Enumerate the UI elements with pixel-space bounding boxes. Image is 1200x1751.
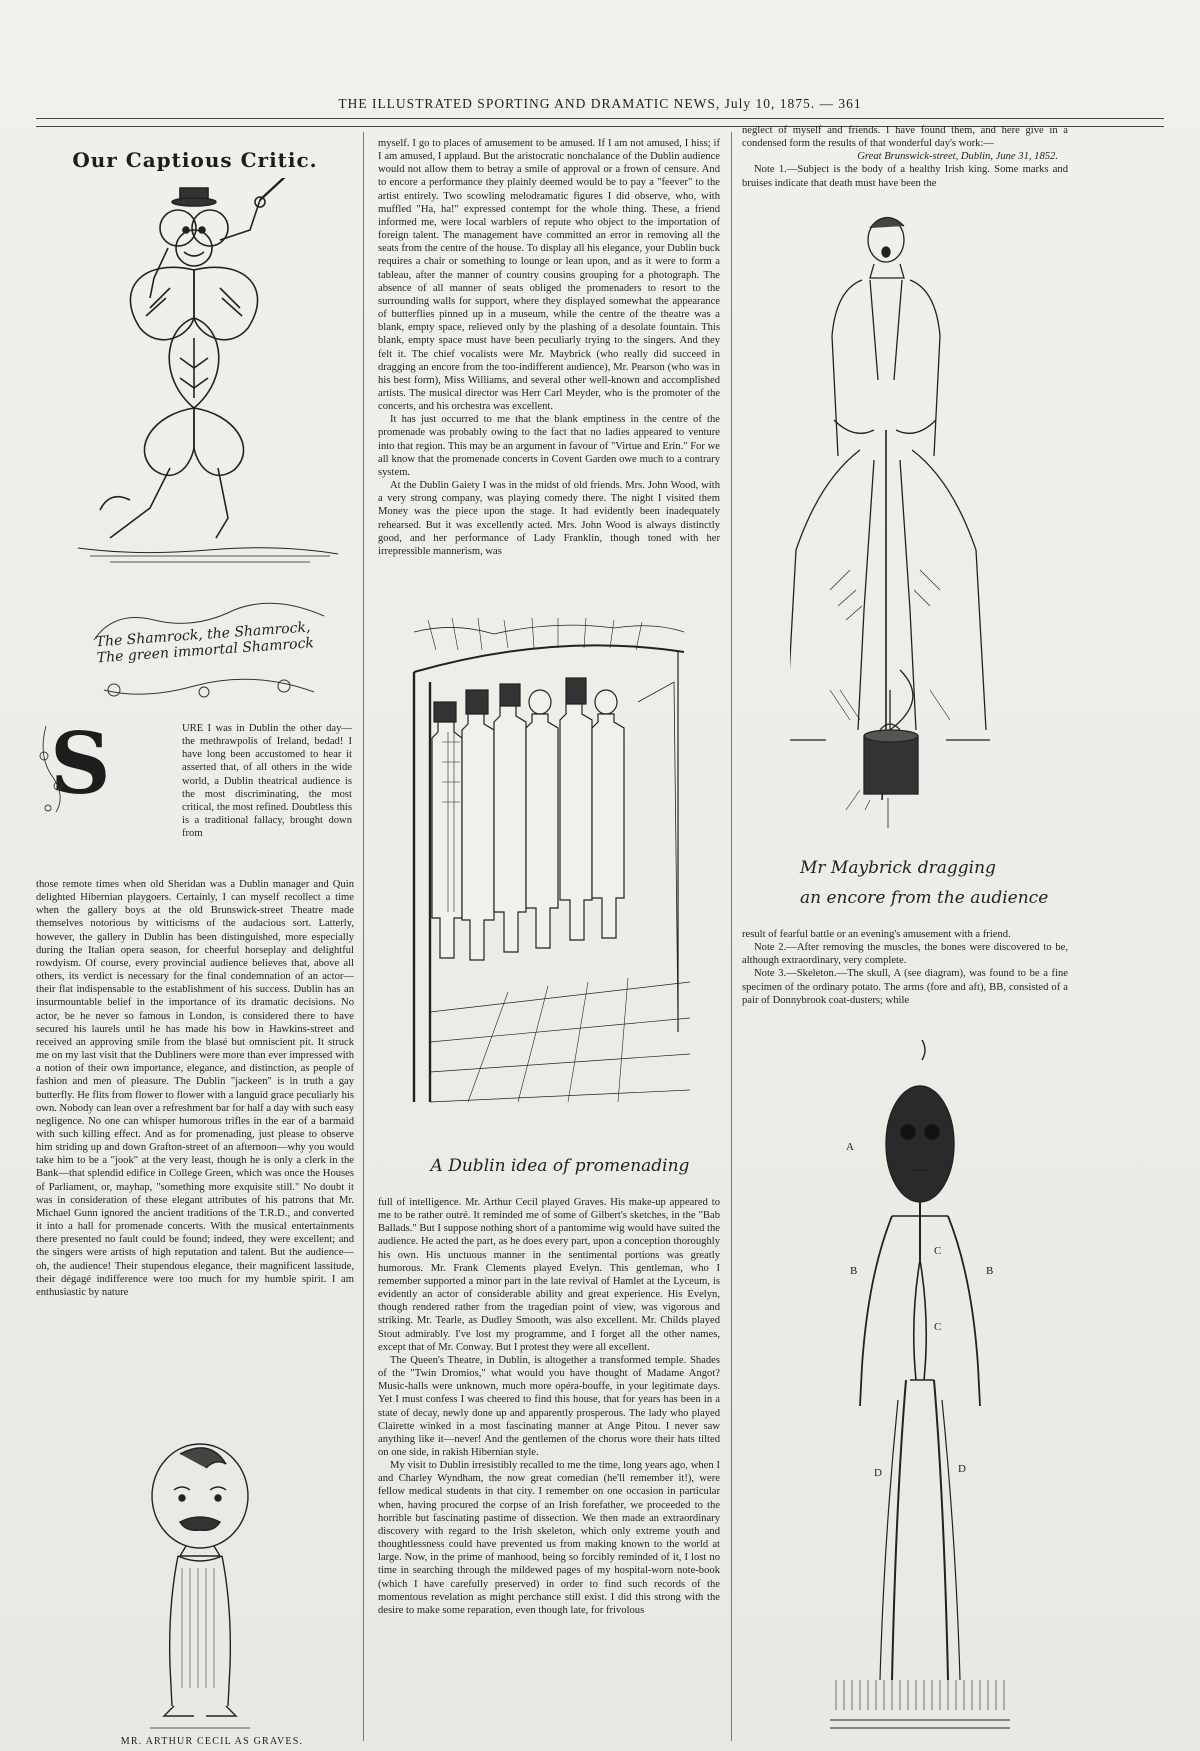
skeleton-label-b: B <box>850 1265 858 1277</box>
skeleton-label-c: C <box>934 1245 942 1257</box>
column3-middle-text: result of fearful battle or an evening's amusement with a friend. Note 2.—After removing the muscles, the bones were discovered to be, although extraordinary, very complete. Note 3.—Skeleton.—The skull, A (see diagram), was found to be a fine specimen of the ordinary potato. The arms (fore and aft), BB, consisted of a pair of Donnybrook coat-dusters; while <box>742 929 1068 1006</box>
drop-cap: S <box>50 714 111 813</box>
potato-skeleton-diagram <box>830 1040 1010 1730</box>
column2-top-text: myself. I go to places of amusement to be amused. If I am not amused, I hiss; if I am amused, I applaud. But the aristocratic nonchalance of the Dublin audience would not allow them to betray a smile of approval or a frown of censure. And to encore a performance they plainly deemed would be to pay a "feever" to the artist entirely. Two scowling melodramatic figures I did observe, who, with muffled "Ha, ha!" expressed contempt for the whole thing. These, a friend informed me, were local warblers of repute who object to the importation of foreign talent. The management have committed an error in removing all the seats from the centre of the house. To display all his elegance, your Dublin buck requires a chair or something to lounge or lean upon, and as it were to form a tableau, after the manner of country cousins grouping for a photograph. The absence of all manner of seats obliged the promenaders to resort to the surrounding walls for support, where they displayed somewhat the appearance of butterflies pinned up in a museum, while the centre of the theatre was a blank, empty space, relieved only by the plashing of a desolate fountain. This blank, empty space must have been peculiarly trying to the singers. And they felt it. The chief vocalists were Mr. Maybrick (who really did succeed in dragging an encore from the too-indifferent audience), Mr. Pearson (who was in his best form), Miss Williams, and several other well-known and accomplished artists. The musical director was Herr Carl Meyder, who is the promoter of the concerts, and his orchestra was excellent. It has just occurred to me that the blank emptiness in the centre of the promenade was probably owing to the fact that no ladies appeared to venture into that region. This may be an argument in favour of "Virtue and Erin." For we all know that the promenade concerts in Covent Garden owe much to a contrary system. At the Dublin Gaiety I was in the midst of old friends. Mrs. John Wood, with a very strong company, was playing comedy there. The night I visited them Money was the piece upon the stage. It had evidently been inadequately rehearsed. But it was excellently acted. Mrs. John Wood is always distinctly good, and her performance of Lady Franklin, though toned with her irrepressible mannerism, was <box>378 138 720 557</box>
article-title: Our Captious Critic. <box>72 148 318 172</box>
column3-top-text: neglect of myself and friends. I have found them, and here give in a condensed form the results of that wonderful day's work:— Great Brunswick-street, Dublin, June 31, 1852. Note 1.—Subject is the body of a healthy Irish king. Some marks and bruises indicate that death must have been the <box>742 125 1068 189</box>
header-rule <box>36 118 1164 119</box>
column2-bottom-text: full of intelligence. Mr. Arthur Cecil played Graves. His make-up appeared to me to be rather outré. It reminded me of some of Gilbert's sketches, in the "Bab Ballads." But I suppose nothing short of a pantomime wig would have suited the audience. He acted the part, as he does every part, upon a conception thoroughly his own. His unctuous manner in the sentimental portions was greatly humorous. Mr. Frank Clements played Evelyn. This gentleman, who I remember supported a minor part in the late revival of Hamlet at the Lyceum, is evidently an actor of considerable ability and great experience. His Evelyn, though rendered rather from the tragedian point of view, was vigorous and striking. Mr. Tearle, as Dudley Smooth, was also excellent. Mr. Childs played Stout admirably. I've lost my programme, and I forget all the other names, except that of Mr. Conway. But I protest they were all excellent. The Queen's Theatre, in Dublin, is altogether a transformed temple. Shades of the "Twin Dromios," what would you have thought of Madame Angot? Music-halls were unknown, much more opéra-bouffe, in your legitimate days. Yet I must confess I was cheered to find this house, that for years has been in a state of decay, newly done up and apparently prosperous. The lady who played Clairette winked in a most fascinating manner at Ange Pitou. I never saw anything like it—never! And the gentlemen of the chorus wore their hats tilted on one side, in rakish Hibernian style. My visit to Dublin irresistibly recalled to me the time, long years ago, when I and Charley Wyndham, the now great comedian (he'll remember it!), were fellow medical students in that city. I remember on one occasion in particular when, having procured the corpse of an Irish forefather, we proceeded to the horrible but fascinating pastime of dissection. We then made an extraordinary discovery with regard to the Irish skeleton, which only extreme youth and thoughtlessness could have prevented us from making known to the world at large. Now, in the prime of manhood, being so forcibly reminded of it, I lost no time in searching through the mildewed pages of my hospital-worn note-book (which I have carefully preserved) in order to find such records of the momentous revelation as might perchance still exist. I did this strong with the desire to make some reparation, even though late, for frivolous <box>378 1197 720 1616</box>
column-divider <box>731 132 732 1741</box>
shamrock-figure-illustration <box>70 178 360 618</box>
skeleton-label-d: D <box>874 1467 882 1479</box>
maybrick-caption-line1: Mr Maybrick dragging <box>800 858 996 878</box>
shamrock-caption: The Shamrock, the Shamrock, The green immortal Shamrock <box>95 619 315 667</box>
arthur-cecil-caricature <box>120 1438 280 1738</box>
maybrick-caption-line2: an encore from the audience <box>800 888 1049 908</box>
cecil-caption: MR. ARTHUR CECIL AS GRAVES. <box>120 1736 304 1747</box>
skeleton-label-c: C <box>934 1321 942 1333</box>
weight-illustration <box>820 690 970 830</box>
promenade-caption: A Dublin idea of promenading <box>430 1156 690 1176</box>
skeleton-label-a: A <box>846 1141 854 1153</box>
column1-intro-text: URE I was in Dublin the other day—the methrawpolis of Ireland, bedad! I have long been accustomed to hear it asserted that, of all others in the wide world, a Dublin theatrical audience is the most discriminating, the most critical, the most refined. Doubtless this is a traditional fallacy, brought down from <box>182 723 352 840</box>
page-header: THE ILLUSTRATED SPORTING AND DRAMATIC NEWS, July 10, 1875. — 361 <box>338 96 862 111</box>
skeleton-label-b: B <box>986 1265 994 1277</box>
column1-body-text: those remote times when old Sheridan was a Dublin manager and Quin delighted Hibernian playgoers. Certainly, I can myself recollect a time when the gallery boys at the old Brunswick-street Theatre made themselves notorious by witticisms of the audacious sort. Latterly, however, the gallery in Dublin has been distinguished, more especially during the Italian opera season, for cheerful horseplay and delightful rowdyism. Of course, every provincial audience believes that, above all others, its verdict is necessary for the final condemnation of an actor—their flat indispensable to the establishment of his success. Dublin has an insurmountable belief in the importance of its dramatic decisions. No actor, be he never so famous in London, is considered there to have secured his laurels until he has made his bow in Hawkins-street and received an approving smile from the blasé but omniscient pit. It struck me on my last visit that the Dubliners were more than ever impressed with a notion of their own importance, elegance, and distinction, as people of fashion and men of pleasure. The Dublin "jackeen" is in truth a gay butterfly. He flits from flower to flower with a languid grace peculiarly his own. Nobody can lean over a refreshment bar for half a day with such easy negligence. No one can whisper humorous trifles in the ear of a barmaid with such killing effect. And as for promenading, just please to observe him striding up and down Grafton-street of an afternoon—why you would take him to be a "jook" at the very least, though he is only a clerk in the Bank—that splendid edifice in College Green, which was once the Houses of Parliament, or, mayhap, "something more exquisite still." No doubt it was in consideration of these elegant attributes of his patrons that Mr. Michael Gunn ignored the ancient traditions of the T.R.D., and converted it into a hall for promenade concerts. With the musical entertainments there presented no fault could be found; indeed, they were excellent; and the singers were artists of high reputation and talent. But the audience—oh, the audience! Their stupendous elegance, their magnificent lassitude, their dégagé indifference were too much for my humble spirit. I am enthusiastic by nature <box>36 879 354 1298</box>
drop-cap-vine-ornament <box>36 716 102 816</box>
column-divider <box>363 132 364 1741</box>
skeleton-label-d: D <box>958 1463 966 1475</box>
promenade-illustration <box>408 612 698 1132</box>
shamrock-scroll-ornament <box>84 600 344 710</box>
